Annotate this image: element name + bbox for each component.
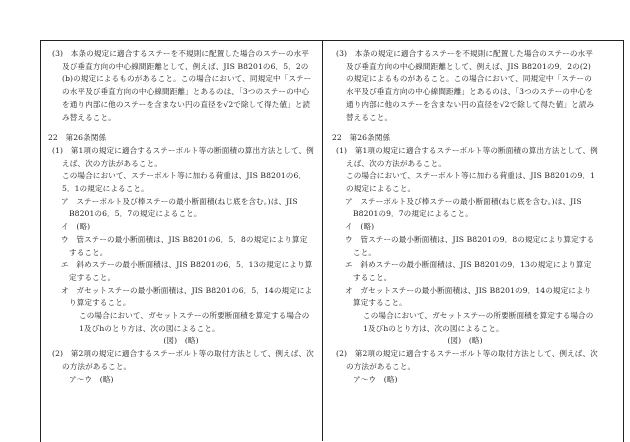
item-u: ウ 管ステーの最小断面積は、JIS B8201の9．8の規定により算定すること。 <box>345 234 595 257</box>
gusset-note: この場合において、ガセットステーの所要断面積を算定する場合の1及びhのとり方は、次の図によること。 <box>79 311 310 333</box>
paragraph-3: (3) 本条の規定に適合するステーを不規則に配置した場合のステーの水平及び垂直方向の中心線間距離として、例えば、JIS B8201の9．2の(2)の規定によるものがあること。この場合において、同規定中「ステーの水平及び垂直方向の中心線間距離」とあるのは、「3つのステーの中心を通り内部に他のステーを含まない円の直径を√2で除して得た値」と読み替えること。 <box>336 49 595 122</box>
item-i: イ (略) <box>345 222 375 232</box>
item-a: ア ステーボルト及び棒ステーの最小断面積(ねじ底を含む。)は、JIS B8201の9．7の規定によること。 <box>345 196 582 219</box>
section-heading: 22 第26条関係 <box>332 133 391 143</box>
paragraph-3: (3) 本条の規定に適合するステーを不規則に配置した場合のステーの水平及び垂直方向の中心線間距離として、例えば、JIS B8201の6．5．2の(b)の規定によるものがあること。この場合において、同規定中「ステーの水平及び垂直方向の中心線間距離」とあるのは、「3つのステーの中心を通り内部に他のステーを含まない円の直径を√2で除して得た値」と読み替えること。 <box>52 49 312 122</box>
item-o: オ ガセットステーの最小断面積は、JIS B8201の6．5．14の規定により算定すること。 <box>61 285 313 308</box>
right-column <box>332 48 598 386</box>
items-omitted: ア〜ウ (略) <box>353 374 398 384</box>
section-heading: 22 第26条関係 <box>48 133 107 143</box>
paragraph-1: (1) 第1項の規定に適合するステーボルト等の断面積の算出方法として、例えば、次の方法があること。 <box>52 145 314 168</box>
left-column <box>48 48 314 386</box>
item-e: エ 斜めステーの最小断面積は、JIS B8201の9．13の規定により算定すること。 <box>345 260 592 282</box>
paragraph-2: (2) 第2項の規定に適合するステーボルト等の取付方法として、例えば、次の方法があること。 <box>52 349 314 371</box>
item-a: ア ステーボルト及び棒ステーの最小断面積(ねじ底を含む。)は、JIS B8201の6．5．7の規定によること。 <box>61 196 298 219</box>
item-u: ウ 管ステーの最小断面積は、JIS B8201の6．5．8の規定により算定すること。 <box>61 234 308 257</box>
item-e: エ 斜めステーの最小断面積は、JIS B8201の6．5．13の規定により算定すること。 <box>61 260 313 282</box>
column-divider <box>322 40 323 441</box>
paragraph-2: (2) 第2項の規定に適合するステーボルト等の取付方法として、例えば、次の方法があること。 <box>336 349 598 371</box>
load-note: この場合において、ステーボルト等に加わる荷重は、JIS B8201の9．1の規定によること。 <box>346 171 596 194</box>
item-i: イ (略) <box>61 222 91 232</box>
gusset-note: この場合において、ガセットステーの所要断面積を算定する場合の1及びhのとり方は、次の図によること。 <box>363 311 594 333</box>
item-o: オ ガセットステーの最小断面積は、JIS B8201の9．14の規定により算定すること。 <box>345 285 592 308</box>
figure-placeholder: (図) (略) <box>447 336 483 346</box>
load-note: この場合において、ステーボルト等に加わる荷重は、JIS B8201の6．5．1の規定によること。 <box>62 171 307 194</box>
paragraph-1: (1) 第1項の規定に適合するステーボルト等の断面積の算出方法として、例えば、次の方法があること。 <box>336 145 598 168</box>
figure-placeholder: (図) (略) <box>163 336 199 346</box>
items-omitted: ア〜ウ (略) <box>69 374 114 384</box>
